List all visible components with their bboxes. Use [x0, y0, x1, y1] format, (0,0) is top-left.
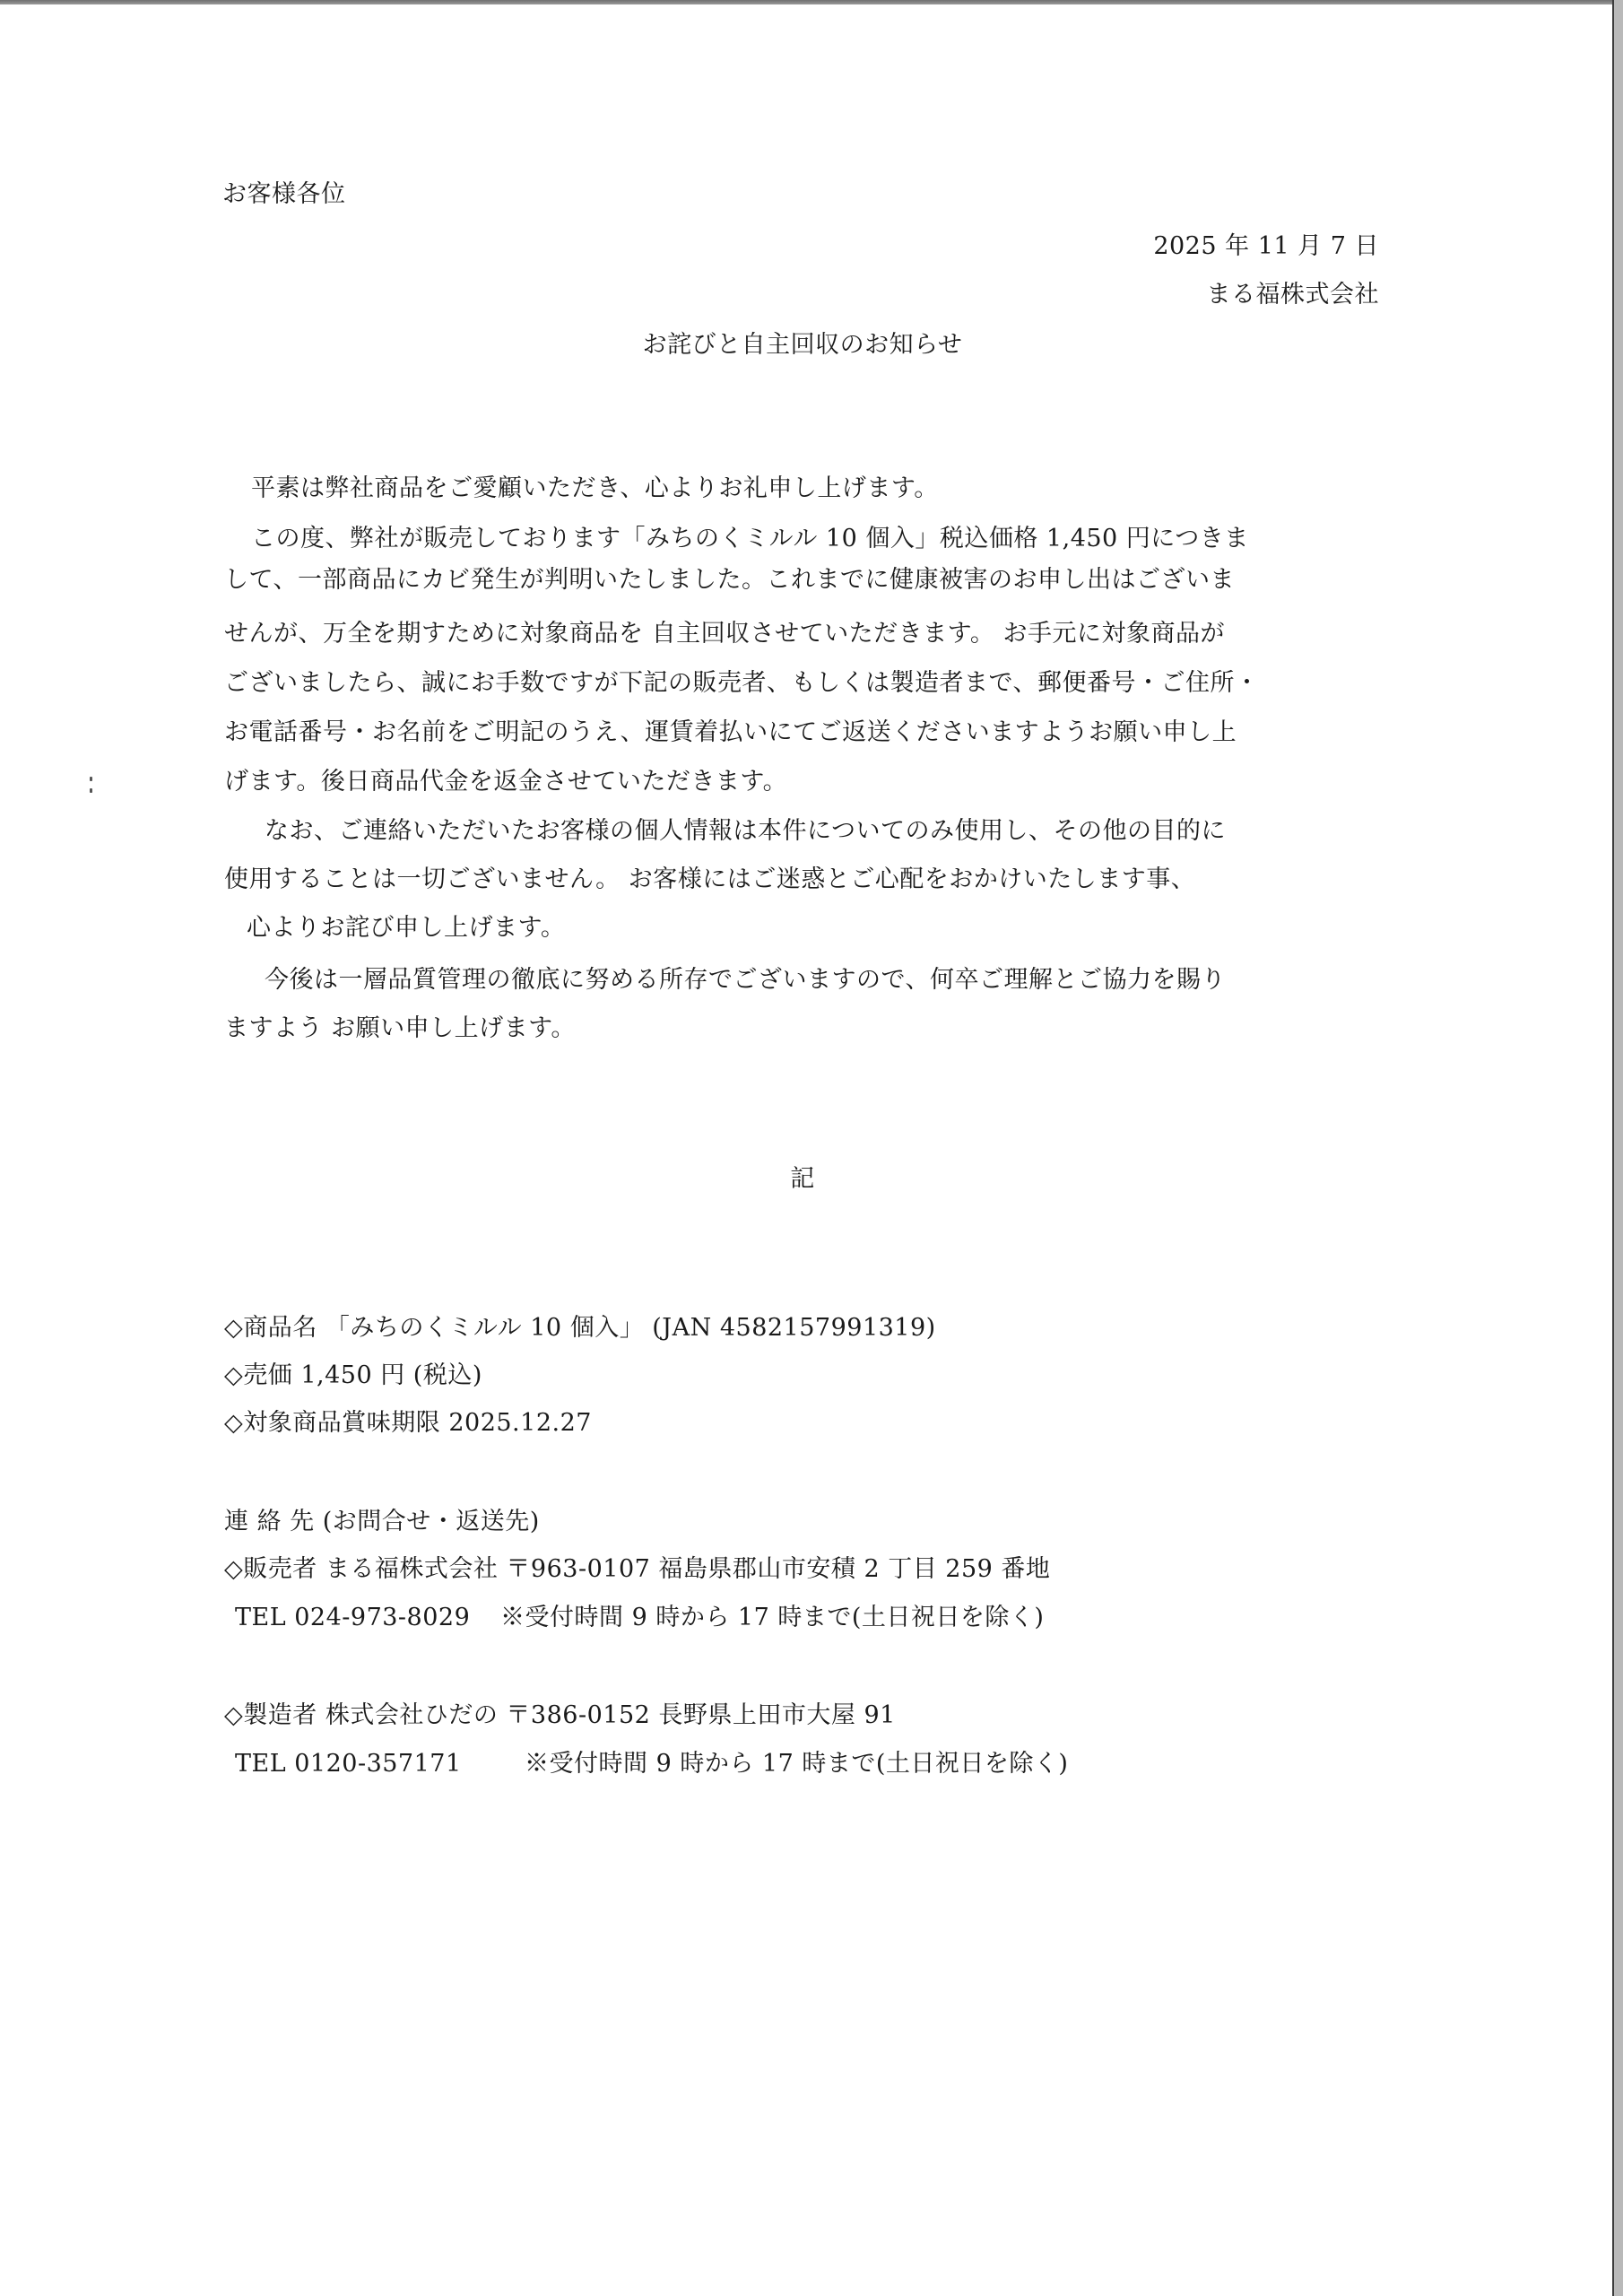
body-line: ますよう お願い申し上げます。	[224, 1014, 576, 1042]
page-title: お詫びと自主回収のお知らせ	[642, 331, 963, 359]
manufacturer-line: ◇製造者 株式会社ひだの 〒386-0152 長野県上田市大屋 91	[224, 1701, 896, 1729]
scan-edge-top	[0, 0, 1623, 4]
issuer-company: まる福株式会社	[1206, 281, 1379, 309]
addressee: お客様各位	[222, 180, 346, 208]
body-line: ございましたら、誠にお手数ですが下記の販売者、もしくは製造者まで、郵便番号・ご住所・	[224, 669, 1260, 697]
manufacturer-tel: TEL 0120-357171	[235, 1750, 462, 1778]
product-price: ◇売価 1,450 円 (税込)	[224, 1361, 482, 1389]
issue-date: 2025 年 11 月 7 日	[1153, 232, 1379, 260]
seller-hours: ※受付時間 9 時から 17 時まで(土日祝日を除く)	[500, 1604, 1045, 1631]
seller-line: ◇販売者 まる福株式会社 〒963-0107 福島県郡山市安積 2 丁目 259 番地	[224, 1555, 1051, 1583]
body-line: して、一部商品にカビ発生が判明いたしました。これまでに健康被害のお申し出はございま	[224, 566, 1235, 594]
ki-heading: 記	[790, 1165, 815, 1193]
product-expiry: ◇対象商品賞味期限 2025.12.27	[224, 1409, 592, 1437]
body-line: せんが、万全を期すために対象商品を 自主回収させていただきます。 お手元に対象商品が	[224, 620, 1226, 648]
scan-edge-right	[1612, 0, 1623, 2296]
contact-heading: 連 絡 先 (お問合せ・返送先)	[224, 1508, 540, 1535]
manufacturer-hours: ※受付時間 9 時から 17 時まで(土日祝日を除く)	[525, 1750, 1069, 1778]
body-line: 使用することは一切ございません。 お客様にはご迷惑とご心配をおかけいたします事、	[224, 865, 1196, 893]
body-line: お電話番号・お名前をご明記のうえ、運賃着払いにてご返送くださいますようお願い申し上	[224, 718, 1237, 746]
seller-tel: TEL 024-973-8029	[235, 1604, 471, 1631]
body-line: なお、ご連絡いただいたお客様の個人情報は本件についてのみ使用し、その他の目的に	[265, 817, 1226, 845]
body-line: 今後は一層品質管理の徹底に努める所存でございますので、何卒ご理解とご協力を賜り	[265, 966, 1226, 994]
product-name: ◇商品名 「みちのくミルル 10 個入」 (JAN 4582157991319)	[224, 1314, 936, 1342]
body-line: 平素は弊社商品をご愛顧いただき、心よりお礼申し上げます。	[251, 474, 939, 502]
scan-speck	[90, 777, 92, 798]
body-line: 心よりお詫び申し上げます。	[247, 914, 566, 942]
body-line: この度、弊社が販売しております「みちのくミルル 10 個入」税込価格 1,450 円につきま	[251, 525, 1249, 552]
body-line: げます。後日商品代金を返金させていただきます。	[224, 768, 788, 796]
